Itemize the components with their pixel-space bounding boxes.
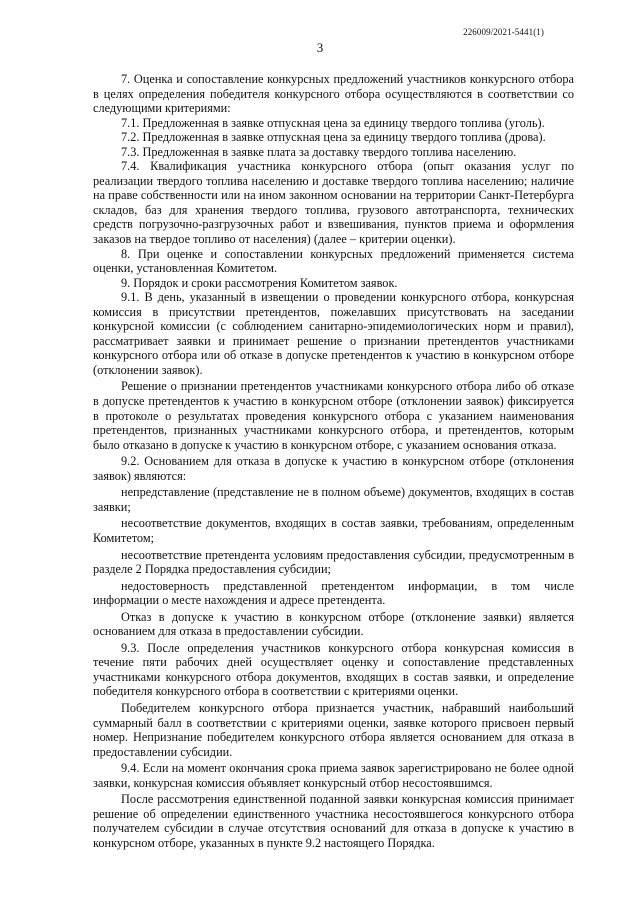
document-body xyxy=(93,72,574,850)
paragraph-9-3: 9.3. После определения участников конкурсного отбора конкурсная комиссия в течение пяти рабочих дней осуществляет оценку и сопоставление представленных участниками конкурсного отбора документов, входящих в состав заявки, и определение победителя конкурсного отбора в соответствии с критериями оценки. xyxy=(93,640,574,699)
paragraph-7-1: 7.1. Предложенная в заявке отпускная цена за единицу твердого топлива (уголь). xyxy=(121,115,545,130)
paragraph-9-4-single-application: После рассмотрения единственной поданной заявки конкурсная комиссия принимает решение об определении единственного участника несостоявшегося конкурсного отбора получателем субсидии в случае отсутствия оснований для отказа в допуске к участию в конкурсном отборе, указанных в пункте 9.2 настоящего Порядка. xyxy=(93,792,574,850)
paragraph-7-2: 7.2. Предложенная в заявке отпускная цена за единицу твердого топлива (дрова). xyxy=(121,130,546,145)
paragraph-9-1: 9.1. В день, указанный в извещении о проведении конкурсного отбора, конкурсная комиссия в присутствии претендентов, пожелавших присутствовать на заседании конкурсной комиссии (с соблюдением санитарно-эпидемиологических норм и правил), рассматривает заявки и принимает решение о признании претендентов участниками конкурсного отбора или об отказе в допуске претендентов к участию в конкурсном отборе (отклонении заявок). xyxy=(93,290,574,377)
paragraph-9-2: 9.2. Основанием для отказа в допуске к участию в конкурсном отборе (отклонения заявок) являются: xyxy=(93,454,574,483)
paragraph-9-4: 9.4. Если на момент окончания срока приема заявок зарегистрировано не более одной заявки, конкурсная комиссия объявляет конкурсный отбор несостоявшимся. xyxy=(93,761,574,790)
paragraph-9-3-winner: Победителем конкурсного отбора признается участник, набравший наибольший суммарный балл в соответствии с критериями оценки, заявке которого присвоен первый номер. Непризнание победителем конкурсного отбора является основанием для отказа в предоставлении субсидии. xyxy=(93,700,574,759)
paragraph-7-4: 7.4. Квалификация участника конкурсного отбора (опыт оказания услуг по реализации твердого топлива населению и доставке твердого топлива населению; наличие на праве собственности или на ином законном основании на территории Санкт-Петербурга складов, баз для хранения твердого топлива, грузового автотранспорта, технических средств погрузочно-разгрузочных работ и взвешивания, пунктов приема и оформления заказов на твердое топливо от населения) (далее – критерии оценки). xyxy=(93,159,574,247)
paragraph-7-3: 7.3. Предложенная в заявке плата за доставку твердого топлива населению. xyxy=(121,144,517,159)
paragraph-9-2-reason-1: непредставление (представление не в полном объеме) документов, входящих в состав заявки; xyxy=(93,485,574,514)
page-number: 3 xyxy=(316,40,324,55)
paragraph-9-2-reason-2: несоответствие документов, входящих в состав заявки, требованиям, определенным Комитетом; xyxy=(93,516,574,545)
paragraph-9-2-refusal: Отказ в допуске к участию в конкурсном отборе (отклонение заявки) является основанием для отказа в предоставлении субсидии. xyxy=(93,609,574,639)
paragraph-9-1-decision: Решение о признании претендентов участниками конкурсного отбора либо об отказе в допуске претендентов к участию в конкурсном отборе (отклонении заявок) фиксируется в протоколе о результатах проведения конкурсного отбора с указанием наименования претендентов, признанных участниками конкурсного отбора, и претендентов, которым было отказано в допуске к участию в конкурсном отборе, с указанием основания отказа. xyxy=(93,379,574,452)
paragraph-7: 7. Оценка и сопоставление конкурсных предложений участников конкурсного отбора в целях определения победителя конкурсного отбора осуществляются в соответствии со следующими критериями: xyxy=(93,72,574,116)
paragraph-9: 9. Порядок и сроки рассмотрения Комитетом заявок. xyxy=(121,275,398,290)
paragraph-9-2-reason-4: недостоверность представленной претендентом информации, в том числе информации о месте нахождения и адресе претендента. xyxy=(93,578,574,608)
paragraph-8: 8. При оценке и сопоставлении конкурсных предложений применяется система оценки, установленная Комитетом. xyxy=(93,246,574,276)
document-registration-number: 226009/2021-5441(1) xyxy=(463,27,544,37)
paragraph-9-2-reason-3: несоответствие претендента условиям предоставления субсидии, предусмотренным в разделе 2 Порядка предоставления субсидии; xyxy=(93,547,574,577)
